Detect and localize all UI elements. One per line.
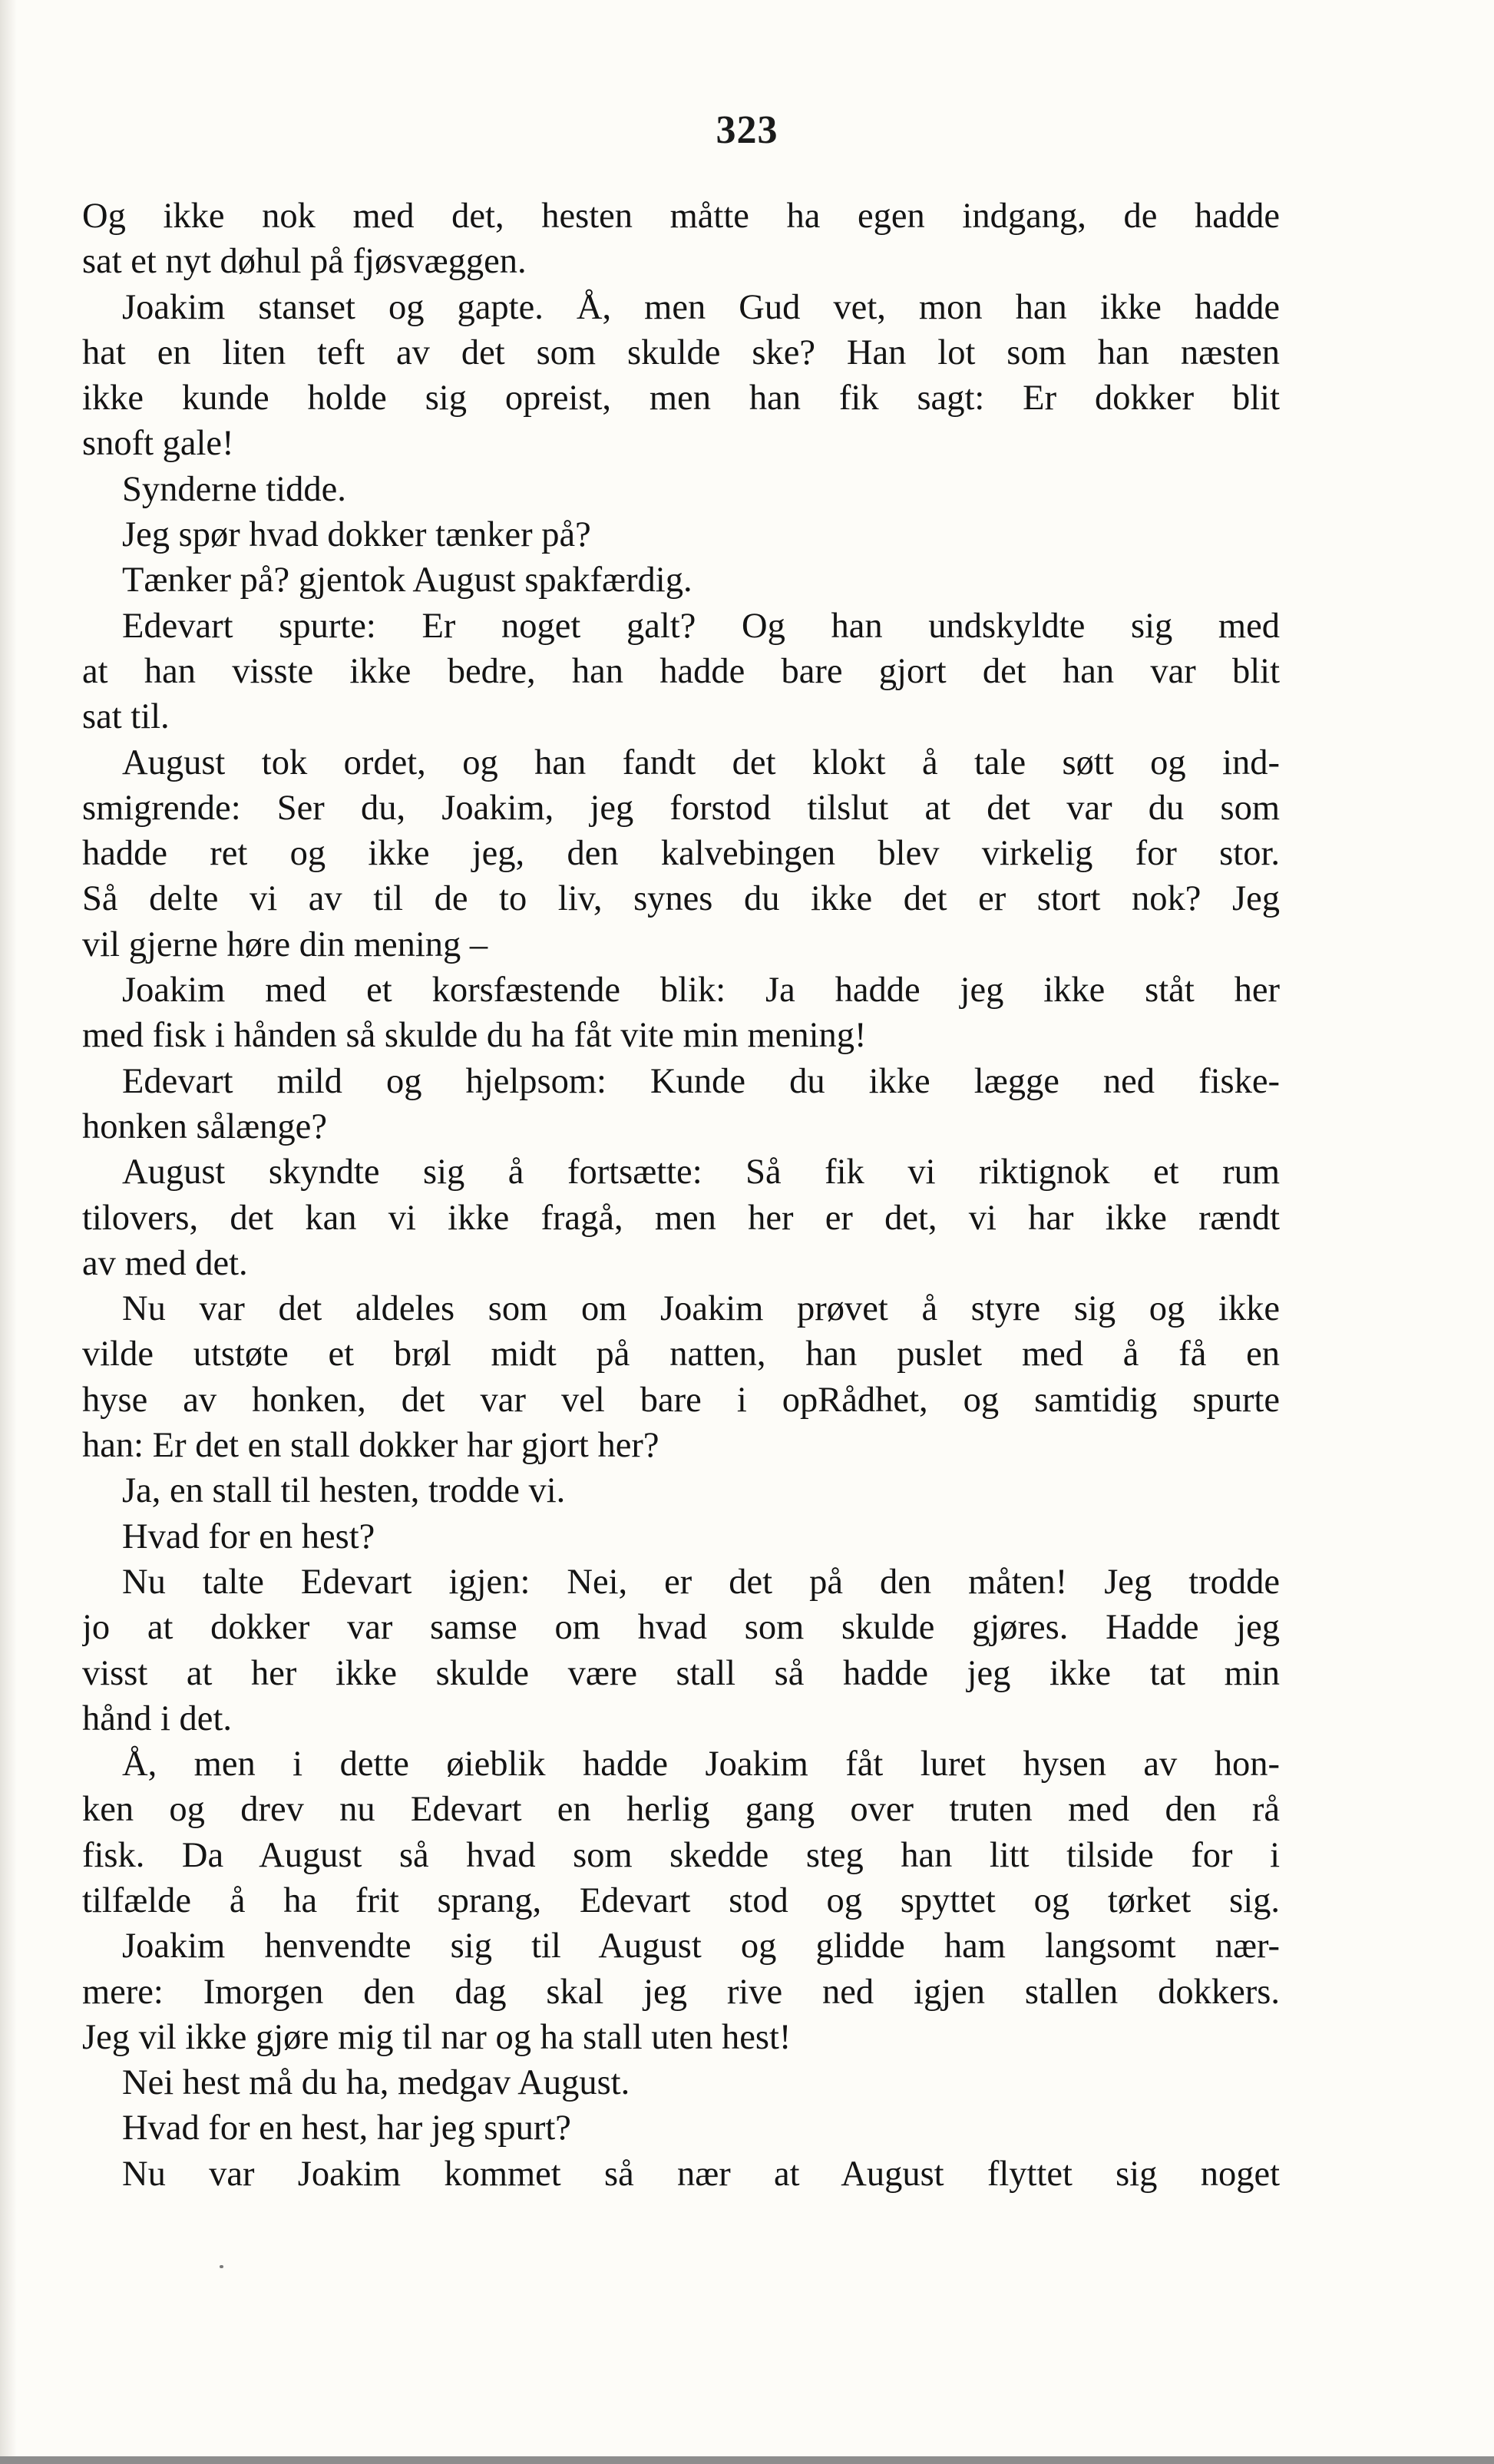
text-line: sat et nyt døhul på fjøsvæggen. — [82, 242, 527, 282]
text-line: tilfælde å ha frit sprang, Edevart stod og spyttet og tørket sig. — [82, 1880, 1280, 1920]
text-line: at han visste ikke bedre, han hadde bare gjort det han var blit — [82, 651, 1280, 691]
text-line: Og ikke nok med det, hesten måtte ha egen indgang, de hadde — [82, 197, 1280, 236]
text-line: Edevart mild og hjelpsom: Kunde du ikke lægge ned fiske- — [122, 1061, 1280, 1101]
text-line: Så delte vi av til de to liv, synes du ikke det er stort nok? Jeg — [82, 879, 1280, 919]
text-line: Nu talte Edevart igjen: Nei, er det på den måten! Jeg trodde — [122, 1562, 1280, 1602]
text-line: hyse av honken, det var vel bare i opRådhet, og samtidig spurte — [82, 1380, 1280, 1420]
text-line: Edevart spurte: Er noget galt? Og han undskyldte sig med — [122, 606, 1280, 646]
page-bottom-edge — [0, 2456, 1494, 2464]
text-line: jo at dokker var samse om hvad som skulde gjøres. Hadde jeg — [82, 1608, 1280, 1648]
body-text — [82, 193, 1280, 2197]
text-line: visst at her ikke skulde være stall så hadde jeg ikke tat min — [82, 1653, 1280, 1693]
text-line: Nei hest må du ha, medgav August. — [122, 2063, 630, 2103]
text-line: Hvad for en hest, har jeg spurt? — [122, 2108, 571, 2148]
text-line: av med det. — [82, 1243, 248, 1283]
text-line: August tok ordet, og han fandt det klokt å tale søtt og ind- — [122, 743, 1280, 782]
text-line: honken sålænge? — [82, 1106, 327, 1146]
text-line: Ja, en stall til hesten, trodde vi. — [122, 1471, 566, 1511]
text-line: August skyndte sig å fortsætte: Så fik vi riktignok et rum — [122, 1153, 1280, 1192]
text-line: ikke kunde holde sig opreist, men han fik sagt: Er dokker blit — [82, 379, 1280, 418]
text-line: Joakim stanset og gapte. Å, men Gud vet, mon han ikke hadde — [122, 287, 1280, 327]
text-line: vilde utstøte et brøl midt på natten, han puslet med å få en — [82, 1335, 1280, 1374]
text-line: Å, men i dette øieblik hadde Joakim fåt luret hysen av hon- — [122, 1745, 1280, 1784]
page-number: 323 — [716, 108, 778, 152]
text-line: tilovers, det kan vi ikke fragå, men her er det, vi har ikke rændt — [82, 1198, 1280, 1238]
text-line: vil gjerne høre din mening – — [82, 924, 488, 964]
text-line: fisk. Da August så hvad som skedde steg han litt tilside for i — [82, 1835, 1280, 1875]
text-line: Joakim henvendte sig til August og glidde ham langsomt nær- — [122, 1927, 1280, 1966]
text-line: snoft gale! — [82, 424, 234, 464]
text-line: Jeg vil ikke gjøre mig til nar og ha stall uten hest! — [82, 2017, 792, 2057]
text-line: Nu var Joakim kommet så nær at August flyttet sig noget — [122, 2154, 1280, 2194]
text-line: han: Er det en stall dokker har gjort her? — [82, 1426, 659, 1466]
page-left-edge-shadow — [0, 0, 17, 2464]
text-line: Tænker på? gjentok August spakfærdig. — [122, 561, 692, 600]
text-line: hadde ret og ikke jeg, den kalvebingen blev virkelig for stor. — [82, 834, 1280, 874]
text-line: hat en liten teft av det som skulde ske? Han lot som han næsten — [82, 332, 1280, 372]
text-line: smigrende: Ser du, Joakim, jeg forstod tilslut at det var du som — [82, 788, 1280, 828]
text-line: ken og drev nu Edevart en herlig gang over truten med den rå — [82, 1790, 1280, 1830]
text-line: Synderne tidde. — [122, 469, 346, 509]
text-line: Jeg spør hvad dokker tænker på? — [122, 515, 591, 555]
text-line: hånd i det. — [82, 1698, 232, 1738]
text-line: Hvad for en hest? — [122, 1516, 375, 1556]
text-line: Nu var det aldeles som om Joakim prøvet å styre sig og ikke — [122, 1289, 1280, 1329]
print-speck — [220, 2265, 223, 2268]
text-line: mere: Imorgen den dag skal jeg rive ned igjen stallen dokkers. — [82, 1972, 1280, 2012]
text-line: Joakim med et korsfæstende blik: Ja hadde jeg ikke ståt her — [122, 971, 1280, 1010]
text-line: sat til. — [82, 697, 170, 737]
text-line: med fisk i hånden så skulde du ha fåt vite min mening! — [82, 1016, 867, 1056]
